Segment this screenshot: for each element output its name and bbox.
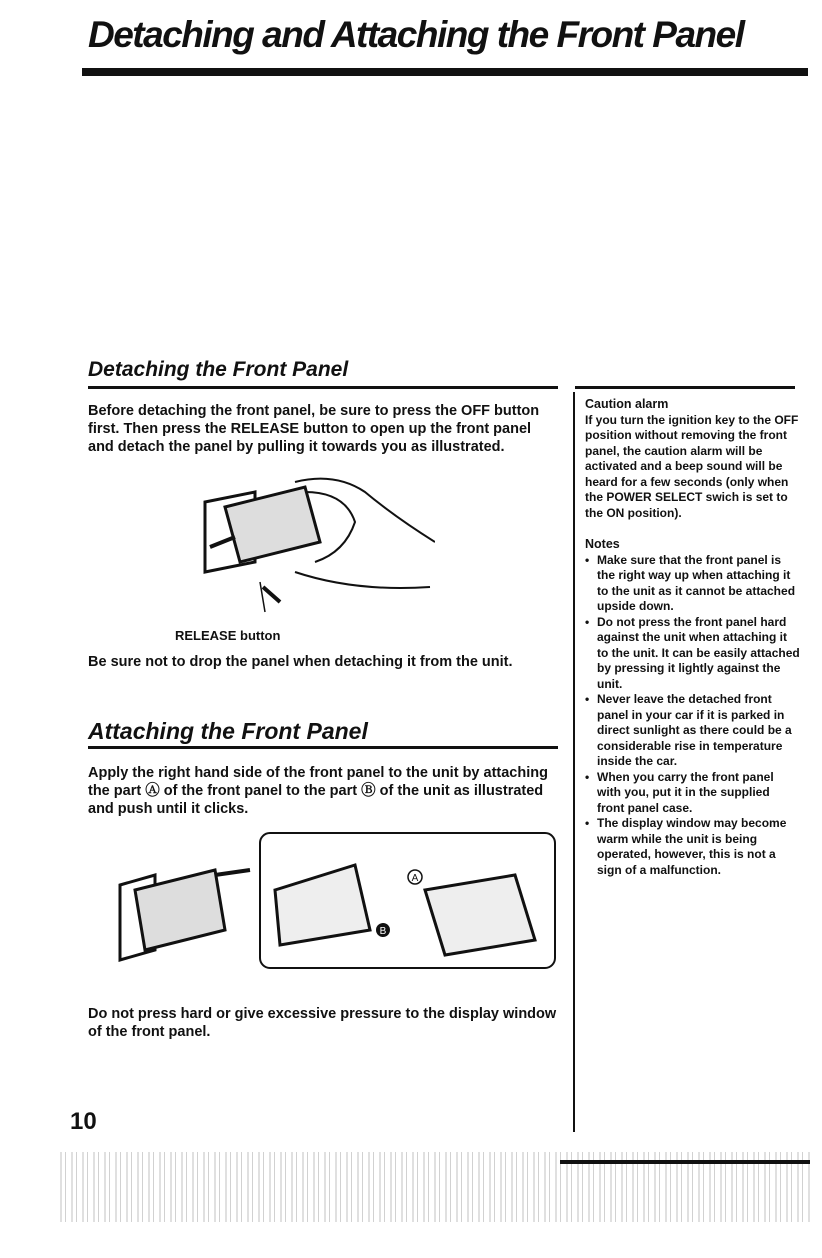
note-item: • Never leave the detached front panel in your car if it is parked in direct sunlight as there could be a considerable rise in temperature inside the car. [597, 692, 800, 770]
notes-heading: Notes [585, 537, 620, 551]
page-number: 10 [70, 1108, 97, 1135]
detaching-illustration [195, 462, 435, 622]
note-item: • The display window may become warm while the unit is being operated, however, this is not a sign of a malfunction. [597, 816, 800, 878]
attaching-illustration [115, 830, 565, 975]
release-button-label: RELEASE button [175, 628, 281, 643]
notes-list [585, 553, 800, 879]
bottom-rule [560, 1160, 810, 1164]
sidebar-rule [575, 386, 795, 389]
detaching-rule [88, 386, 558, 389]
note-item: • When you carry the front panel with you, put it in the supplied front panel case. [597, 770, 800, 817]
detaching-note: Be sure not to drop the panel when detaching it from the unit. [88, 654, 513, 670]
attaching-text: Apply the right hand side of the front panel to the unit by attaching the part Ⓐ of the front panel to the part Ⓑ of the unit as illustrated and push until it clicks. [88, 765, 548, 817]
attaching-rule [88, 746, 558, 749]
detaching-heading: Detaching the Front Panel [88, 358, 349, 381]
attaching-heading: Attaching the Front Panel [88, 718, 368, 744]
part-a-label: A [411, 873, 419, 884]
note-item: • Do not press the front panel hard against the unit when attaching it to the unit. It can be easily attached by pressing it lightly against the unit. [597, 615, 800, 693]
note-item: • Make sure that the front panel is the right way up when attaching it to the unit as it cannot be attached upside down. [597, 553, 800, 615]
sidebar [585, 397, 800, 878]
part-b-label: B [379, 926, 387, 937]
caution-text: If you turn the ignition key to the OFF position without removing the front panel, the caution alarm will be activated and a beep sound will be heard for a few seconds (only when the POWER SELECT swich is set to the ON position). [585, 412, 799, 520]
title-rule [82, 68, 808, 76]
detaching-text: Before detaching the front panel, be sure to press the OFF button first. Then press the RELEASE button to open up the front panel and detach the panel by pulling it towards you as illustrated. [88, 403, 540, 455]
page-title: Detaching and Attaching the Front Panel [88, 14, 744, 55]
attaching-note: Do not press hard or give excessive pressure to the display window of the front panel. [88, 1006, 557, 1040]
column-divider [573, 392, 575, 1132]
caution-heading: Caution alarm [585, 397, 669, 411]
